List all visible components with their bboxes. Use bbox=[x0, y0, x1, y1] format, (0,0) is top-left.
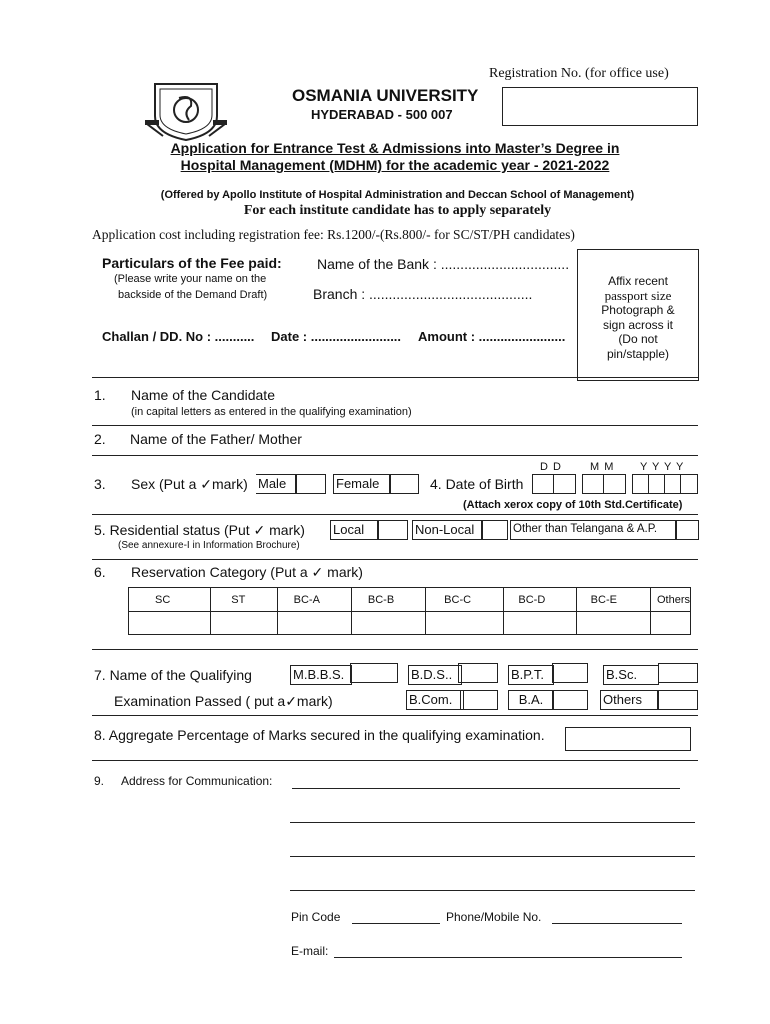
dob-mm-label: M M bbox=[590, 461, 615, 473]
challan-field[interactable]: Challan / DD. No : ........... bbox=[102, 329, 255, 344]
category-others-checkbox[interactable] bbox=[650, 612, 690, 635]
dob-m1[interactable] bbox=[582, 474, 604, 494]
form-title-line1: Application for Entrance Test & Admissions into Master’s Degree in bbox=[170, 140, 620, 156]
aggregate-label: 8. Aggregate Percentage of Marks secured in the qualifying examination. bbox=[94, 727, 545, 743]
other-state-label: Other than Telangana & A.P. bbox=[510, 520, 676, 540]
female-checkbox[interactable] bbox=[389, 474, 419, 494]
mbbs-checkbox[interactable] bbox=[350, 663, 398, 683]
date-field[interactable]: Date : ......................... bbox=[271, 329, 402, 344]
category-sc: SC bbox=[129, 588, 211, 612]
category-bcb: BC-B bbox=[351, 588, 425, 612]
category-bcc: BC-C bbox=[426, 588, 504, 612]
category-st: ST bbox=[211, 588, 277, 612]
university-city: HYDERABAD - 500 007 bbox=[311, 107, 453, 122]
female-label: Female bbox=[333, 474, 391, 494]
bsc-checkbox[interactable] bbox=[658, 663, 698, 683]
category-bcc-checkbox[interactable] bbox=[426, 612, 504, 635]
ba-label: B.A. bbox=[508, 690, 554, 710]
bcom-label: B.Com. bbox=[406, 690, 464, 710]
field9-number: 9. bbox=[94, 774, 105, 788]
mbbs-label: M.B.B.S. bbox=[290, 665, 352, 685]
bcom-checkbox[interactable] bbox=[460, 690, 498, 710]
residential-status-note: (See annexure-I in Information Brochure) bbox=[118, 540, 300, 551]
photo-line5: (Do not bbox=[618, 332, 658, 346]
offered-by-note: (Offered by Apollo Institute of Hospital Administration and Deccan School of Management) bbox=[160, 189, 635, 201]
dob-y2[interactable] bbox=[648, 474, 665, 494]
male-checkbox[interactable] bbox=[296, 474, 326, 494]
bds-checkbox[interactable] bbox=[458, 663, 498, 683]
email-label: E-mail: bbox=[291, 944, 329, 958]
address-line-2[interactable] bbox=[290, 822, 695, 823]
pin-code-field[interactable] bbox=[352, 923, 440, 924]
dob-y3[interactable] bbox=[664, 474, 681, 494]
branch-field[interactable]: Branch : .......................................... bbox=[313, 286, 533, 302]
reservation-table bbox=[128, 587, 691, 635]
candidate-name-label: Name of the Candidate bbox=[131, 387, 275, 403]
photo-line3: Photograph & bbox=[601, 303, 675, 317]
dob-y4[interactable] bbox=[680, 474, 698, 494]
amount-field[interactable]: Amount : ........................ bbox=[418, 329, 566, 344]
ba-checkbox[interactable] bbox=[552, 690, 588, 710]
dob-yyyy-label: Y Y Y Y bbox=[640, 461, 685, 473]
other-state-checkbox[interactable] bbox=[676, 520, 699, 540]
address-line-3[interactable] bbox=[290, 856, 695, 857]
phone-label: Phone/Mobile No. bbox=[446, 910, 542, 924]
aggregate-percentage-field[interactable] bbox=[565, 727, 691, 751]
divider bbox=[92, 760, 698, 761]
registration-number-field[interactable] bbox=[502, 87, 698, 126]
fee-note-line1: (Please write your name on the bbox=[114, 273, 267, 285]
pin-code-label: Pin Code bbox=[291, 910, 341, 924]
photo-line4: sign across it bbox=[602, 317, 674, 332]
address-line-4[interactable] bbox=[290, 890, 695, 891]
field1-number: 1. bbox=[94, 387, 106, 403]
category-others: Others bbox=[650, 588, 690, 612]
field2-number: 2. bbox=[94, 431, 106, 447]
sex-label: Sex (Put a ✓mark) bbox=[131, 476, 248, 492]
residential-status-label: 5. Residential status (Put ✓ mark) bbox=[94, 522, 305, 538]
category-bcb-checkbox[interactable] bbox=[351, 612, 425, 635]
dob-d1[interactable] bbox=[532, 474, 554, 494]
nonlocal-label: Non-Local bbox=[412, 520, 482, 540]
photo-line1: Affix recent bbox=[608, 274, 668, 288]
dob-label: 4. Date of Birth bbox=[430, 476, 524, 492]
dob-dd-label: D D bbox=[540, 461, 562, 473]
candidate-name-line[interactable] bbox=[92, 425, 698, 426]
field6-number: 6. bbox=[94, 564, 106, 580]
university-name: OSMANIA UNIVERSITY bbox=[292, 86, 479, 105]
category-bcd: BC-D bbox=[504, 588, 576, 612]
category-sc-checkbox[interactable] bbox=[129, 612, 211, 635]
email-field[interactable] bbox=[334, 957, 682, 958]
photo-line2: passport size bbox=[604, 287, 672, 303]
local-checkbox[interactable] bbox=[378, 520, 408, 540]
divider bbox=[92, 377, 698, 378]
university-logo bbox=[143, 76, 229, 142]
fee-heading: Particulars of the Fee paid: bbox=[102, 255, 282, 271]
reservation-label: Reservation Category (Put a ✓ mark) bbox=[131, 564, 363, 580]
dob-y1[interactable] bbox=[632, 474, 649, 494]
divider bbox=[92, 649, 698, 650]
divider bbox=[92, 715, 698, 716]
dob-note: (Attach xerox copy of 10th Std.Certificate) bbox=[463, 499, 683, 511]
dob-m2[interactable] bbox=[603, 474, 626, 494]
bpt-label: B.P.T. bbox=[508, 665, 554, 685]
others-label: Others bbox=[600, 690, 658, 710]
parent-name-line[interactable] bbox=[92, 455, 698, 456]
fee-note-line2: backside of the Demand Draft) bbox=[118, 289, 268, 301]
local-label: Local bbox=[330, 520, 378, 540]
candidate-name-note: (in capital letters as entered in the qualifying examination) bbox=[131, 406, 412, 418]
photo-line6: pin/stapple) bbox=[606, 346, 670, 361]
application-cost-note: Application cost including registration fee: Rs.1200/-(Rs.800/- for SC/ST/PH candidates) bbox=[92, 227, 575, 242]
qualifying-label-line2: Examination Passed ( put a✓mark) bbox=[114, 693, 333, 709]
address-label: Address for Communication: bbox=[121, 774, 273, 788]
registration-label: Registration No. (for office use) bbox=[489, 66, 669, 81]
separate-application-note: For each institute candidate has to apply separately bbox=[243, 203, 552, 218]
phone-field[interactable] bbox=[552, 923, 682, 924]
bsc-label: B.Sc. bbox=[603, 665, 659, 685]
parent-name-label: Name of the Father/ Mother bbox=[130, 431, 302, 447]
category-st-checkbox[interactable] bbox=[211, 612, 277, 635]
category-bce: BC-E bbox=[576, 588, 650, 612]
nonlocal-checkbox[interactable] bbox=[482, 520, 508, 540]
field3-number: 3. bbox=[94, 476, 106, 492]
divider bbox=[92, 514, 698, 515]
bank-name-field[interactable]: Name of the Bank : ................................. bbox=[317, 256, 570, 272]
male-label: Male bbox=[256, 474, 296, 494]
dob-d2[interactable] bbox=[553, 474, 576, 494]
qualifying-label: 7. Name of the Qualifying bbox=[94, 667, 252, 683]
bpt-checkbox[interactable] bbox=[552, 663, 588, 683]
category-bce-checkbox[interactable] bbox=[576, 612, 650, 635]
category-bcd-checkbox[interactable] bbox=[504, 612, 576, 635]
bds-label: B.D.S.. bbox=[408, 665, 462, 685]
photo-box[interactable] bbox=[577, 249, 699, 381]
divider bbox=[92, 559, 698, 560]
form-title-line2: Hospital Management (MDHM) for the academic year - 2021-2022 bbox=[180, 157, 610, 173]
category-bca-checkbox[interactable] bbox=[277, 612, 351, 635]
address-line-1[interactable] bbox=[292, 788, 680, 789]
category-bca: BC-A bbox=[277, 588, 351, 612]
others-checkbox[interactable] bbox=[658, 690, 698, 710]
